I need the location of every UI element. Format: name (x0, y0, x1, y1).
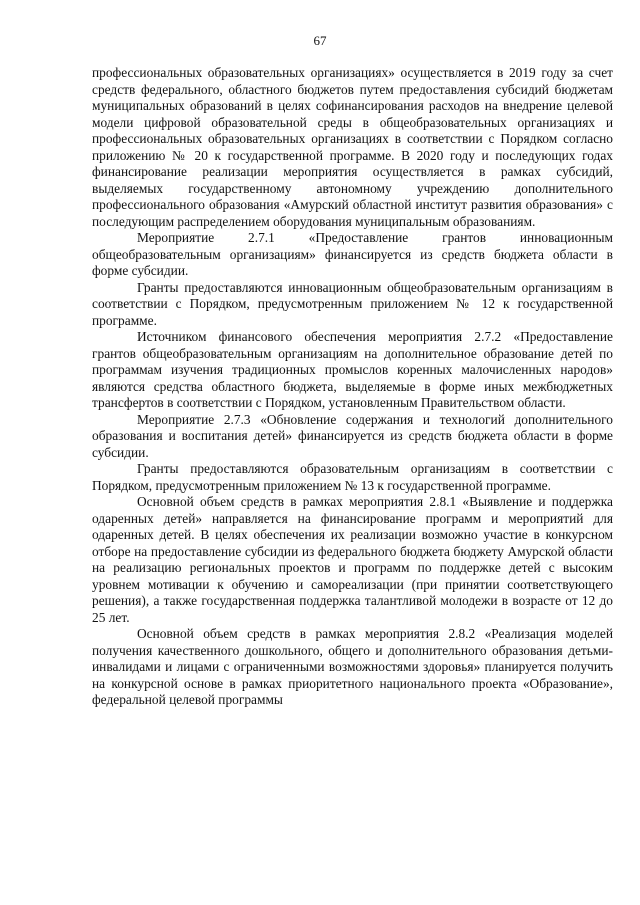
paragraph: Источником финансового обеспечения мероприятия 2.7.2 «Предоставление грантов общеобразовательным организациям на дополнительное образование детей по программам изучения традиционных промыслов коренных малочисленных народов» являются средства областного бюджета, выделяемые в форме иных межбюджетных трансфертов в соответствии с Порядком, установленным Правительством области. (92, 329, 613, 410)
paragraph: Основной объем средств в рамках мероприятия 2.8.1 «Выявление и поддержка одаренных детей» направляется на финансирование программ и мероприятий для одаренных детей. В целях обеспечения их реализации возможно участие в конкурсном отборе на предоставление субсидии из федерального бюджета бюджету Амурской области на реализацию региональных проектов и программ по поддержке детей с высоким уровнем мотивации к обучению и самореализации (при принятии соответствующего решения), а также государственная поддержка талантливой молодежи в возрасте от 12 до 25 лет. (92, 494, 613, 625)
paragraph: Гранты предоставляются образовательным организациям в соответствии с Порядком, предусмотренным приложением № 13 к государственной программе. (92, 461, 613, 493)
page-number: 67 (313, 33, 327, 48)
paragraph: Мероприятие 2.7.1 «Предоставление грантов инновационным общеобразовательным организациям» финансируется из средств бюджета области в форме субсидии. (92, 230, 613, 278)
paragraph: Основной объем средств в рамках мероприятия 2.8.2 «Реализация моделей получения качественного дошкольного, общего и дополнительного образования детьми-инвалидами и лицами с ограниченными возможностями здоровья» планируется получить на конкурсной основе в рамках приоритетного национального проекта «Образование», федеральной целевой программы (92, 626, 613, 707)
paragraph: профессиональных образовательных организациях» осуществляется в 2019 году за счет средств федерального, областного бюджетов путем предоставления субсидий бюджетам муниципальных образований в целях софинансирования расходов на внедрение целевой модели цифровой образовательной среды в общеобразовательных организациях и профессиональных образовательных организациях в соответствии с Порядком согласно приложению № 20 к государственной программе. В 2020 году и последующих годах финансирование реализации мероприятия осуществляется в рамках субсидий, выделяемых государственному автономному учреждению дополнительного профессионального образования «Амурский областной институт развития образования» с последующим распределением оборудования муниципальным образованиям. (92, 65, 613, 229)
document-body (92, 65, 613, 709)
paragraph: Гранты предоставляются инновационным общеобразовательным организациям в соответствии с Порядком, предусмотренным приложением № 12 к государственной программе. (92, 279, 613, 328)
paragraph: Мероприятие 2.7.3 «Обновление содержания и технологий дополнительного образования и воспитания детей» финансируется из средств бюджета области в форме субсидии. (92, 411, 613, 460)
